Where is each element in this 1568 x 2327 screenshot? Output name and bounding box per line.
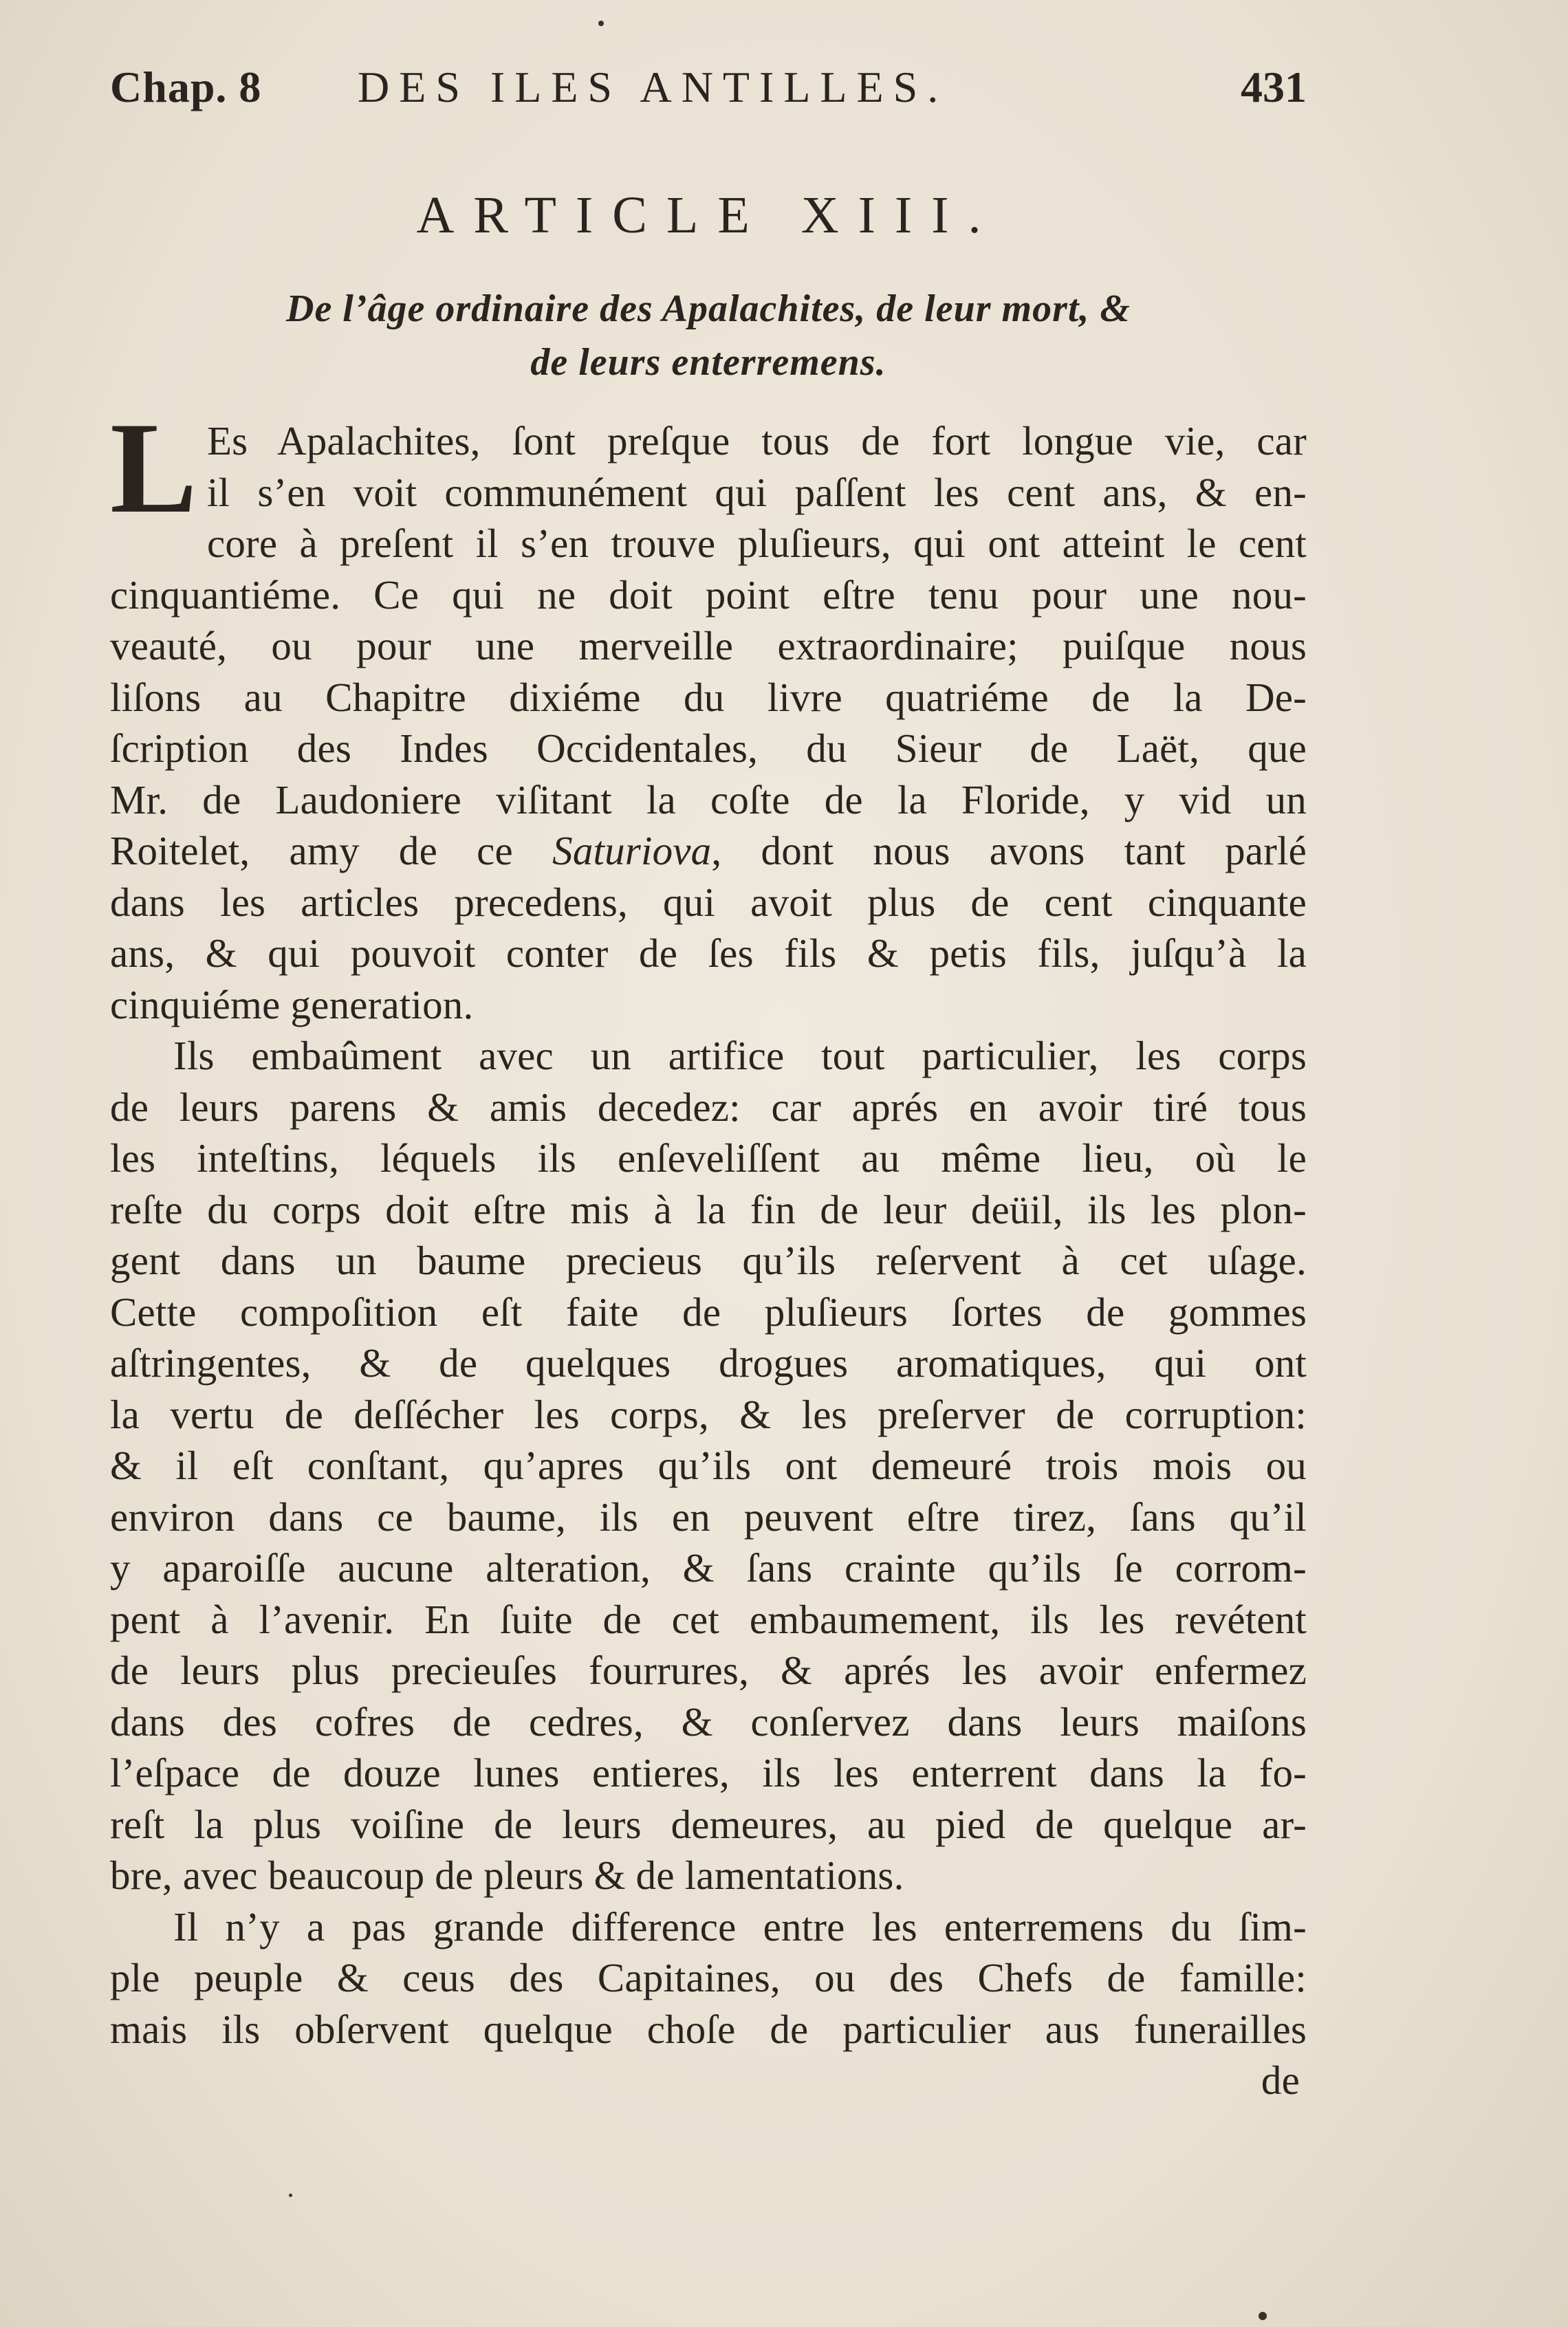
text-line: de leurs parens & amis decedez: car aprés en avoir tiré tous [110,1084,1307,1130]
text-line: mais ils obſervent quelque choſe de particulier aus funerailles [110,2006,1307,2052]
text-segment: Roitelet, amy de ce [110,828,513,873]
body-text [110,396,1307,2106]
running-head [110,41,1307,131]
italic-name: Saturiova [552,828,712,873]
text-line: cinquantiéme. Ce qui ne doit point eſtre tenu pour une nou- [110,571,1307,618]
text-line: Il n’y a pas grande difference entre les enterremens du ſim- [173,1903,1307,1949]
running-head-chapter: Chap. 8 [110,63,262,111]
text-line: Es Apalachites, ſont preſque tous de fort longue vie, car [206,418,1307,463]
ink-speck [289,2194,292,2197]
text-line: veauté, ou pour une merveille extraordinaire; puiſque nous [110,623,1307,668]
text-line: liſons au Chapitre dixiéme du livre quatriéme de la De- [110,674,1307,720]
text-line-with-italic [110,825,1307,877]
article-subtitle-line-2: de leurs enterremens. [530,341,886,384]
paragraph-3 [110,1901,1307,2055]
article-heading: ARTICLE XIII. [416,186,1001,244]
text-line: ans, & qui pouvoit conter de ſes fils & petis fils, juſqu’à la [110,930,1307,976]
article-subtitle [110,282,1307,389]
text-line: bre, avec beaucoup de pleurs & de lamentations. [110,1853,904,1898]
text-line: core à preſent il s’en trouve pluſieurs, qui ont atteint le cent [206,521,1307,566]
page-number: 431 [1241,63,1307,111]
text-block [110,41,1307,2106]
text-line: Mr. de Laudoniere viſitant la coſte de la Floride, y vid un [110,776,1307,822]
text-line: gent dans un baume precieus qu’ils reſervent à cet uſage. [110,1238,1307,1283]
text-line: la vertu de deſſécher les corps, & les preſerver de corruption: [110,1391,1307,1437]
text-line: ſcription des Indes Occidentales, du Sieur de Laët, que [110,725,1307,771]
text-line: les inteſtins, léquels ils enſeveliſſent au même lieu, où le [110,1135,1307,1181]
text-segment: , dont nous avons tant parlé [711,828,1307,873]
running-head-title: DES ILES ANTILLES. [358,63,948,111]
text-line: aſtringentes, & de quelques drogues aromatiques, qui ont [110,1340,1307,1386]
drop-cap: L [110,396,197,540]
text-line: ple peuple & ceus des Capitaines, ou des Chefs de famille: [110,1955,1307,2000]
text-line: reſte du corps doit eſtre mis à la fin de leur deüil, ils les plon- [110,1186,1307,1232]
paragraph-2 [110,1030,1307,1901]
text-line: dans les articles precedens, qui avoit plus de cent cinquante [110,879,1307,925]
text-line: dans des cofres de cedres, & conſervez dans leurs maiſons [110,1698,1307,1745]
text-line: l’eſpace de douze lunes entieres, ils les enterrent dans la fo- [110,1750,1307,1795]
text-line: Cette compoſition eſt faite de pluſieurs ſortes de gommes [110,1289,1307,1335]
ink-speck [1259,2312,1267,2320]
text-line: pent à l’avenir. En ſuite de cet embaumement, ils les revétent [110,1596,1307,1642]
text-line: il s’en voit communément qui paſſent les cent ans, & en- [206,469,1307,515]
text-line: y aparoiſſe aucune alteration, & ſans crainte qu’ils ſe corrom- [110,1545,1307,1591]
catchword: de [1261,2057,1300,2103]
text-line: & il eſt conſtant, qu’apres qu’ils ont demeuré trois mois ou [110,1443,1307,1488]
text-line: environ dans ce baume, ils en peuvent eſtre tirez, ſans qu’il [110,1494,1307,1540]
text-line: cinquiéme generation. [110,981,474,1027]
article-subtitle-line-1: De l’âge ordinaire des Apalachites, de leur mort, & [286,287,1131,330]
text-line: de leurs plus precieuſes fourrures, & aprés les avoir enfermez [110,1648,1307,1693]
paragraph-1 [110,396,1307,1030]
text-line: Ils embaûment avec un artifice tout particulier, les corps [173,1033,1307,1078]
text-line: reſt la plus voiſine de leurs demeures, au pied de quelque ar- [110,1801,1307,1847]
ink-speck [598,21,604,26]
